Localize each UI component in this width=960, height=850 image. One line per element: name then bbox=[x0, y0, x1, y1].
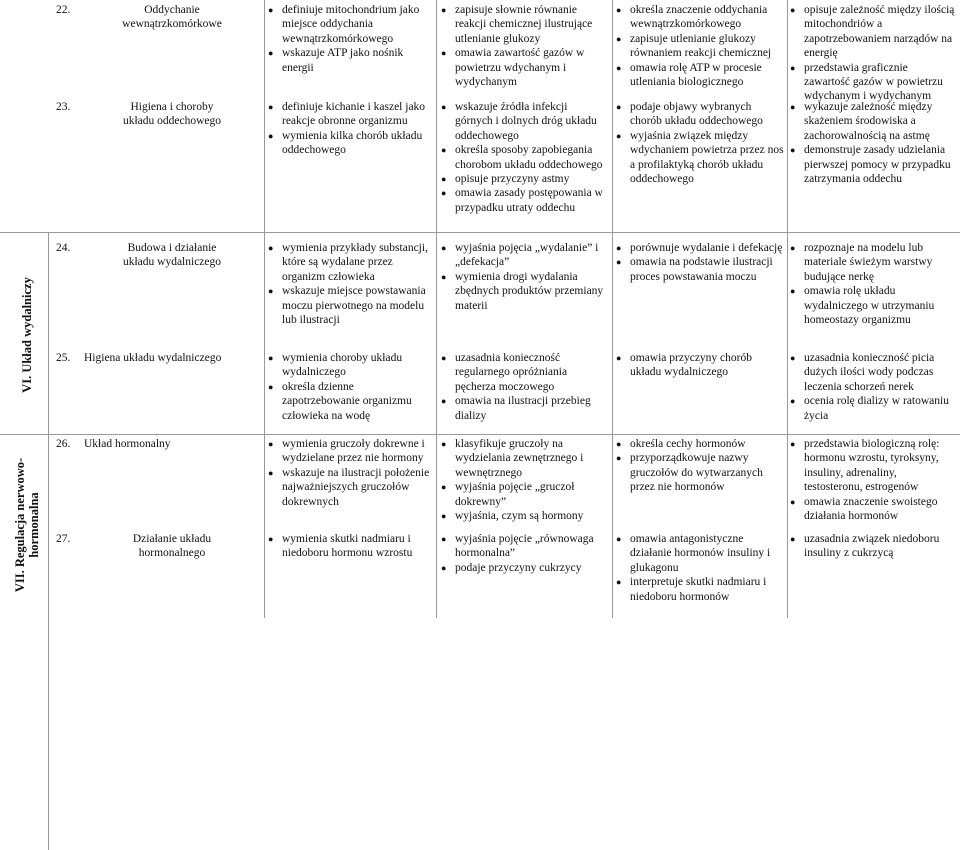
list-item bbox=[441, 480, 607, 509]
requirements-list bbox=[790, 532, 956, 561]
list-item bbox=[441, 351, 607, 394]
requirement-text: wymienia choroby układu wydalniczego bbox=[282, 352, 403, 379]
requirements-list bbox=[616, 100, 784, 186]
list-item bbox=[268, 380, 434, 423]
requirements-list bbox=[790, 3, 956, 104]
requirements-list bbox=[616, 532, 784, 604]
bullet-icon: ● bbox=[441, 396, 447, 407]
list-item bbox=[268, 351, 434, 380]
requirements-cell-c1 bbox=[268, 532, 434, 561]
list-item bbox=[441, 186, 607, 215]
requirement-text: omawia antagonistyczne działanie hormonów insuliny i glukagonu bbox=[630, 533, 771, 574]
bullet-icon: ● bbox=[441, 145, 447, 156]
requirements-cell-c4 bbox=[790, 532, 956, 561]
section-label-excretory bbox=[8, 240, 46, 430]
requirement-text: omawia znaczenie swoistego działania hormonów bbox=[804, 495, 938, 523]
bullet-icon: ● bbox=[616, 534, 622, 544]
requirements-list bbox=[268, 241, 434, 327]
requirements-list bbox=[441, 351, 607, 423]
list-item bbox=[268, 3, 434, 46]
requirements-cell-c4 bbox=[790, 100, 956, 186]
topic-title bbox=[84, 532, 260, 561]
list-item bbox=[616, 100, 784, 129]
bullet-icon: ● bbox=[268, 534, 274, 544]
bullet-icon: ● bbox=[790, 145, 796, 156]
list-item bbox=[441, 509, 607, 523]
requirements-list bbox=[441, 3, 607, 89]
requirement-text: definiuje mitochondrium jako miejsce oddychania wewnątrzkomórkowego bbox=[282, 4, 420, 45]
requirements-cell-c4 bbox=[790, 241, 956, 327]
requirement-text: określa znaczenie oddychania wewnątrzkomórkowego bbox=[630, 4, 768, 31]
requirements-list bbox=[441, 241, 607, 313]
requirement-text: wyjaśnia pojęcie „równowaga hormonalna” bbox=[455, 533, 594, 560]
topic-title-line: Budowa i działanie bbox=[127, 242, 217, 254]
section-separator bbox=[0, 434, 960, 435]
requirements-cell-c3 bbox=[616, 3, 784, 89]
bullet-icon: ● bbox=[268, 130, 274, 141]
list-item bbox=[790, 284, 956, 327]
bullet-icon: ● bbox=[790, 286, 796, 297]
bullet-icon: ● bbox=[268, 381, 274, 392]
requirements-list bbox=[441, 100, 607, 215]
requirements-cell-c4 bbox=[790, 3, 956, 104]
bullet-icon: ● bbox=[441, 534, 447, 544]
list-item bbox=[441, 561, 607, 575]
bullet-icon: ● bbox=[268, 48, 274, 59]
requirement-text: zapisuje słownie równanie reakcji chemicznej ilustrujące utlenianie glukozy bbox=[455, 4, 593, 45]
section-separator bbox=[0, 232, 960, 233]
requirement-text: demonstruje zasady udzielania pierwszej pomocy w przypadku zatrzymania oddechu bbox=[804, 144, 951, 186]
requirement-text: omawia na ilustracji przebieg dializy bbox=[455, 395, 591, 422]
list-item bbox=[441, 394, 607, 423]
requirement-text: wymienia kilka chorób układu oddechowego bbox=[282, 129, 423, 157]
bullet-icon: ● bbox=[441, 562, 447, 573]
requirement-text: omawia rolę układu wydalniczego w utrzymaniu homeostazy organizmu bbox=[804, 285, 935, 327]
bullet-icon: ● bbox=[616, 33, 622, 44]
requirements-list bbox=[616, 437, 784, 495]
requirement-text: klasyfikuje gruczoły na wydzielania zewnętrznego i wewnętrznego bbox=[455, 438, 584, 479]
bullet-icon: ● bbox=[441, 511, 447, 522]
requirement-text: wskazuje na ilustracji położenie najważniejszych gruczołów dokrewnych bbox=[282, 466, 430, 508]
list-item bbox=[441, 270, 607, 313]
section-divider bbox=[48, 232, 49, 850]
requirement-text: wymienia skutki nadmiaru i niedoboru hormonu wzrostu bbox=[282, 533, 413, 560]
topic-number: 26. bbox=[56, 438, 71, 450]
requirements-list bbox=[616, 3, 784, 89]
requirements-list bbox=[268, 3, 434, 75]
requirement-text: uzasadnia związek niedoboru insuliny z cukrzycą bbox=[804, 533, 940, 560]
requirements-list bbox=[441, 437, 607, 523]
requirement-text: wymienia drogi wydalania zbędnych produktów przemiany materii bbox=[455, 270, 604, 312]
list-item bbox=[790, 351, 956, 394]
requirements-cell-c3 bbox=[616, 532, 784, 604]
requirements-list bbox=[441, 532, 607, 575]
requirements-list bbox=[268, 351, 434, 423]
bullet-icon: ● bbox=[441, 271, 447, 282]
requirements-cell-c1 bbox=[268, 241, 434, 327]
bullet-icon: ● bbox=[790, 353, 796, 363]
topic-title bbox=[84, 351, 260, 365]
bullet-icon: ● bbox=[441, 5, 447, 15]
requirements-list bbox=[790, 241, 956, 327]
requirement-text: interpretuje skutki nadmiaru i niedoboru hormonów bbox=[630, 576, 767, 603]
requirement-text: omawia rolę ATP w procesie utleniania biologicznego bbox=[630, 61, 762, 89]
requirement-text: wyjaśnia pojęcia „wydalanie” i „defekacja” bbox=[455, 242, 599, 269]
requirement-text: określa cechy hormonów bbox=[630, 438, 746, 450]
requirement-text: omawia zasady postępowania w przypadku utraty oddechu bbox=[455, 187, 603, 214]
topic-title bbox=[84, 3, 260, 32]
requirements-list bbox=[268, 437, 434, 509]
topic-title-line: Higiena i choroby bbox=[130, 101, 214, 113]
requirements-cell-c2 bbox=[441, 351, 607, 423]
requirements-cell-c1 bbox=[268, 3, 434, 75]
topic-number: 22. bbox=[56, 4, 71, 16]
topic-number: 23. bbox=[56, 101, 71, 113]
section-label-hormonal bbox=[8, 440, 46, 610]
bullet-icon: ● bbox=[790, 534, 796, 544]
bullet-icon: ● bbox=[616, 130, 622, 141]
requirement-text: przyporządkowuje nazwy gruczołów do wytwarzanych przez nie hormonów bbox=[630, 452, 763, 494]
list-item bbox=[790, 3, 956, 61]
bullet-icon: ● bbox=[268, 439, 274, 449]
bullet-icon: ● bbox=[441, 48, 447, 59]
list-item bbox=[616, 241, 784, 255]
list-item bbox=[616, 3, 784, 32]
requirement-text: wykazuje zależność między skażeniem środowiska a zachorowalnością na astmę bbox=[804, 101, 933, 142]
bullet-icon: ● bbox=[790, 62, 796, 73]
requirement-text: opisuje przyczyny astmy bbox=[455, 173, 570, 186]
bullet-icon: ● bbox=[268, 243, 274, 253]
list-item bbox=[441, 437, 607, 480]
list-item bbox=[268, 241, 434, 284]
bullet-icon: ● bbox=[268, 467, 274, 478]
topic-number: 27. bbox=[56, 533, 71, 545]
bullet-icon: ● bbox=[441, 188, 447, 199]
list-item bbox=[441, 241, 607, 270]
list-item bbox=[616, 437, 784, 451]
list-item bbox=[616, 129, 784, 187]
topic-title-line: Higiena układu wydalniczego bbox=[84, 352, 222, 364]
bullet-icon: ● bbox=[790, 102, 796, 112]
topic-cell bbox=[56, 351, 260, 365]
list-item bbox=[790, 143, 956, 186]
requirement-text: omawia na podstawie ilustracji proces powstawania moczu bbox=[630, 256, 773, 283]
list-item bbox=[790, 100, 956, 143]
topic-title-line: Oddychanie bbox=[144, 4, 200, 16]
requirement-text: rozpoznaje na modelu lub materiale świeżym warstwy budujące nerkę bbox=[804, 242, 933, 283]
bullet-icon: ● bbox=[790, 439, 796, 449]
requirement-text: omawia przyczyny chorób układu wydalniczego bbox=[630, 352, 752, 379]
requirements-cell-c2 bbox=[441, 532, 607, 575]
column-divider bbox=[612, 0, 613, 618]
list-item bbox=[441, 143, 607, 172]
bullet-icon: ● bbox=[616, 62, 622, 73]
list-item bbox=[616, 575, 784, 604]
topic-title-line: hormonalnego bbox=[138, 547, 206, 560]
requirement-text: wskazuje źródła infekcji górnych i dolnych dróg układu oddechowego bbox=[455, 101, 597, 142]
list-item bbox=[268, 532, 434, 561]
requirements-cell-c4 bbox=[790, 351, 956, 423]
bullet-icon: ● bbox=[616, 5, 622, 15]
topic-cell bbox=[56, 241, 260, 270]
requirement-text: określa dzienne zapotrzebowanie organizmu człowieka na wodę bbox=[282, 380, 412, 422]
requirements-cell-c2 bbox=[441, 241, 607, 313]
bullet-icon: ● bbox=[616, 102, 622, 112]
list-item bbox=[441, 172, 607, 186]
requirement-text: przedstawia graficznie zawartość gazów w powietrzu wdychanym i wydychanym bbox=[804, 61, 943, 103]
topic-number: 25. bbox=[56, 352, 71, 364]
list-item bbox=[616, 61, 784, 90]
topic-title-line: Działanie układu bbox=[132, 533, 212, 545]
list-item bbox=[616, 532, 784, 575]
section-label-text: VII. Regulacja nerwowo- hormonalna bbox=[13, 457, 42, 593]
requirement-text: wyjaśnia pojęcie „gruczoł dokrewny” bbox=[455, 481, 575, 508]
requirement-text: uzasadnia konieczność regularnego opróżniania pęcherza moczowego bbox=[455, 352, 568, 393]
topic-title bbox=[84, 241, 260, 270]
bullet-icon: ● bbox=[616, 353, 622, 363]
bullet-icon: ● bbox=[616, 453, 622, 464]
requirements-cell-c2 bbox=[441, 437, 607, 523]
bullet-icon: ● bbox=[268, 286, 274, 297]
requirements-cell-c4 bbox=[790, 437, 956, 523]
topic-title bbox=[84, 100, 260, 129]
column-divider bbox=[436, 0, 437, 618]
column-divider bbox=[264, 0, 265, 618]
list-item bbox=[616, 32, 784, 61]
requirement-text: porównuje wydalanie i defekację bbox=[630, 242, 783, 254]
list-item bbox=[616, 351, 784, 380]
bullet-icon: ● bbox=[268, 353, 274, 363]
list-item bbox=[790, 61, 956, 104]
requirement-text: wymienia przykłady substancji, które są wydalane przez organizm człowieka bbox=[282, 242, 428, 283]
list-item bbox=[616, 451, 784, 494]
list-item bbox=[790, 394, 956, 423]
topic-cell bbox=[56, 3, 260, 32]
topic-number: 24. bbox=[56, 242, 71, 254]
bullet-icon: ● bbox=[616, 439, 622, 449]
list-item bbox=[441, 100, 607, 143]
bullet-icon: ● bbox=[441, 243, 447, 253]
requirement-text: omawia zawartość gazów w powietrzu wdychanym i wydychanym bbox=[455, 47, 585, 89]
list-item bbox=[268, 284, 434, 327]
topic-cell bbox=[56, 437, 260, 451]
bullet-icon: ● bbox=[616, 257, 622, 268]
bullet-icon: ● bbox=[790, 396, 796, 407]
bullet-icon: ● bbox=[441, 102, 447, 112]
requirements-cell-c2 bbox=[441, 3, 607, 89]
requirements-cell-c3 bbox=[616, 437, 784, 495]
column-divider bbox=[787, 0, 788, 618]
list-item bbox=[441, 46, 607, 89]
topic-title-line: układu wydalniczego bbox=[122, 256, 222, 269]
bullet-icon: ● bbox=[441, 174, 447, 185]
bullet-icon: ● bbox=[616, 577, 622, 588]
list-item bbox=[268, 46, 434, 75]
requirements-list bbox=[616, 241, 784, 284]
list-item bbox=[616, 255, 784, 284]
bullet-icon: ● bbox=[790, 243, 796, 253]
requirement-text: ocenia rolę dializy w ratowaniu życia bbox=[804, 395, 949, 422]
bullet-icon: ● bbox=[616, 243, 622, 253]
requirement-text: zapisuje utlenianie glukozy równaniem reakcji chemicznej bbox=[630, 32, 772, 60]
requirement-text: wskazuje ATP jako nośnik energii bbox=[282, 47, 404, 74]
list-item bbox=[790, 241, 956, 284]
requirements-list bbox=[790, 437, 956, 523]
bullet-icon: ● bbox=[441, 353, 447, 363]
bullet-icon: ● bbox=[790, 5, 796, 15]
section-label-text: VI. Układ wydalniczy bbox=[20, 277, 34, 393]
requirements-cell-c3 bbox=[616, 100, 784, 186]
list-item bbox=[268, 466, 434, 509]
requirements-cell-c2 bbox=[441, 100, 607, 215]
requirement-text: uzasadnia konieczność picia dużych ilości wody podczas leczenia schorzeń nerek bbox=[804, 352, 935, 393]
requirement-text: wymienia gruczoły dokrewne i wydzielane przez nie hormony bbox=[282, 438, 425, 465]
list-item bbox=[268, 129, 434, 158]
requirements-list bbox=[790, 100, 956, 186]
list-item bbox=[790, 532, 956, 561]
requirement-text: podaje objawy wybranych chorób układu oddechowego bbox=[630, 101, 763, 128]
requirement-text: wyjaśnia związek między wdychaniem powietrza przez nos a profilaktyką chorób układu oddechowego bbox=[630, 129, 784, 186]
bullet-icon: ● bbox=[790, 496, 796, 507]
topic-title-line: Układ hormonalny bbox=[84, 438, 171, 450]
list-item bbox=[268, 100, 434, 129]
list-item bbox=[441, 3, 607, 46]
topic-title-line: układu oddechowego bbox=[122, 115, 222, 128]
bullet-icon: ● bbox=[268, 102, 274, 112]
requirements-cell-c1 bbox=[268, 437, 434, 509]
topic-title bbox=[84, 437, 260, 451]
list-item bbox=[268, 437, 434, 466]
requirements-list bbox=[268, 100, 434, 158]
requirements-list bbox=[790, 351, 956, 423]
requirement-text: wskazuje miejsce powstawania moczu pierwotnego na modelu lub ilustracji bbox=[282, 285, 426, 327]
requirements-cell-c1 bbox=[268, 100, 434, 158]
requirement-text: definiuje kichanie i kaszel jako reakcje obronne organizmu bbox=[282, 101, 426, 128]
bullet-icon: ● bbox=[441, 439, 447, 449]
list-item bbox=[441, 532, 607, 561]
topic-title-line: wewnątrzkomórkowe bbox=[122, 18, 222, 31]
requirement-text: przedstawia biologiczną rolę: hormonu wzrostu, tyroksyny, insuliny, adrenaliny, testosteronu, estrogenów bbox=[804, 438, 940, 494]
requirement-text: określa sposoby zapobiegania chorobom układu oddechowego bbox=[455, 144, 603, 171]
requirements-list bbox=[268, 532, 434, 561]
bullet-icon: ● bbox=[441, 482, 447, 493]
requirement-text: wyjaśnia, czym są hormony bbox=[455, 510, 584, 523]
requirements-cell-c3 bbox=[616, 351, 784, 380]
requirements-cell-c1 bbox=[268, 351, 434, 423]
topic-cell bbox=[56, 532, 260, 561]
requirement-text: podaje przyczyny cukrzycy bbox=[455, 561, 582, 574]
requirement-text: opisuje zależność między ilością mitochondriów a zapotrzebowaniem narządów na energię bbox=[804, 4, 955, 60]
list-item bbox=[790, 495, 956, 524]
bullet-icon: ● bbox=[268, 5, 274, 15]
topic-cell bbox=[56, 100, 260, 129]
list-item bbox=[790, 437, 956, 495]
requirements-list bbox=[616, 351, 784, 380]
requirements-cell-c3 bbox=[616, 241, 784, 284]
